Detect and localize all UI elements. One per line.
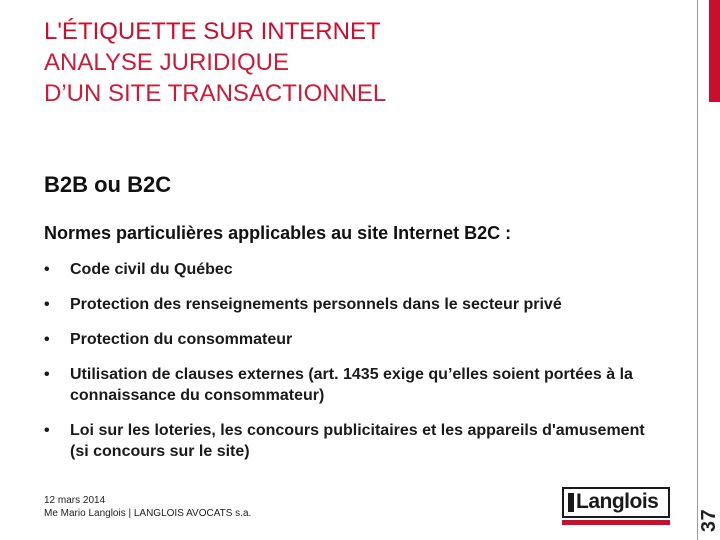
logo-frame	[562, 487, 670, 518]
edge-divider	[697, 0, 698, 540]
list-item-text: Loi sur les loteries, les concours publicitaires et les appareils d'amusement (si concours sur le site)	[70, 422, 645, 460]
list-item-text: Protection des renseignements personnels dans le secteur privé	[70, 296, 562, 313]
list-item	[44, 259, 664, 280]
logo-bar	[568, 493, 574, 512]
langlois-logo-icon	[562, 487, 670, 525]
slide-title	[44, 16, 684, 109]
intro-text: Normes particulières applicables au site Internet B2C :	[44, 223, 512, 243]
list-item	[44, 329, 664, 350]
list-item-text: Protection du consommateur	[70, 331, 293, 348]
bullet-marker: •	[44, 296, 50, 313]
footer-date: 12 mars 2014	[44, 495, 106, 506]
bullet-marker: •	[44, 331, 50, 348]
bullet-list	[44, 259, 664, 476]
footer	[44, 494, 251, 520]
title-line: D’UN SITE TRANSACTIONNEL	[44, 80, 387, 107]
page-number	[700, 500, 720, 540]
title-line: ANALYSE JURIDIQUE	[44, 49, 289, 76]
bullet-marker: •	[44, 422, 50, 439]
list-item	[44, 364, 664, 406]
footer-author: Me Mario Langlois | LANGLOIS AVOCATS s.a.	[44, 508, 252, 519]
list-item	[44, 294, 664, 315]
bullet-marker: •	[44, 366, 50, 383]
list-item-text: Code civil du Québec	[70, 261, 233, 278]
list-item	[44, 420, 664, 462]
page-number-text: 37	[698, 508, 720, 532]
logo-text: Langlois	[576, 490, 659, 513]
list-item-text: Utilisation de clauses externes (art. 1435 exige qu’elles soient portées à la connaissance du consommateur)	[70, 366, 633, 404]
section-heading: B2B ou B2C	[44, 172, 172, 197]
accent-bar	[709, 0, 720, 102]
logo-stripe	[562, 520, 670, 525]
bullet-marker: •	[44, 261, 50, 278]
title-line: L'ÉTIQUETTE SUR INTERNET	[44, 18, 381, 45]
